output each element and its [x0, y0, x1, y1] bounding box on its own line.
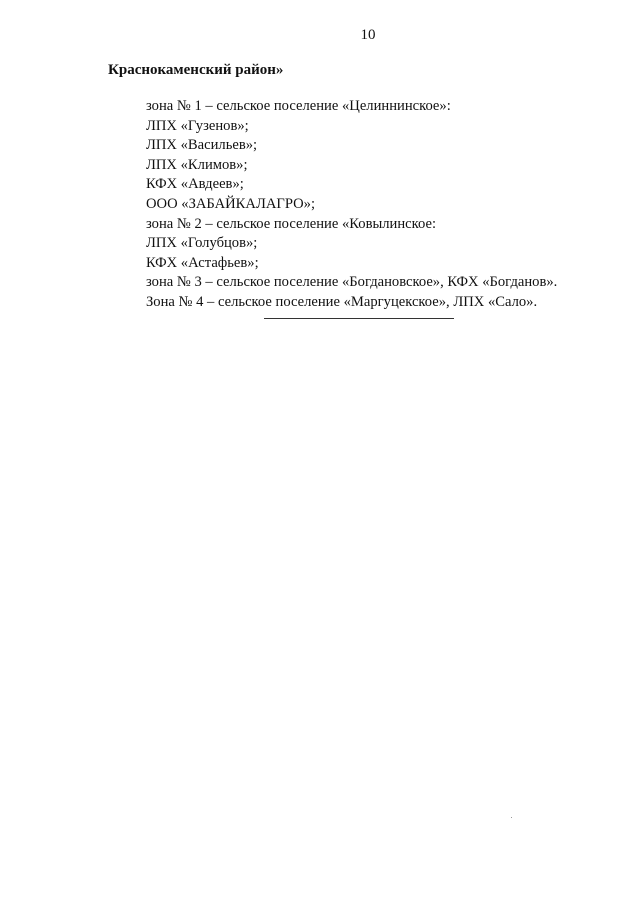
zone-entry-list [146, 97, 557, 313]
end-divider-line [264, 318, 454, 319]
zone-entry: ЛПХ «Гузенов»; [146, 117, 249, 134]
zone-entry: ЛПХ «Васильев»; [146, 137, 258, 154]
scan-speck [511, 817, 512, 818]
district-heading: Краснокаменский район» [108, 62, 284, 78]
zone-entry: зона № 2 – сельское поселение «Ковылинское: [146, 215, 437, 232]
zone-entry: ЛПХ «Голубцов»; [146, 235, 258, 252]
zone-entry: КФХ «Авдеев»; [146, 176, 244, 193]
zone-entry: КФХ «Астафьев»; [146, 254, 259, 271]
zone-entry: ЛПХ «Климов»; [146, 156, 248, 173]
zone-entry: Зона № 4 – сельское поселение «Маргуцекское», ЛПХ «Сало». [146, 293, 538, 310]
zone-entry: зона № 1 – сельское поселение «Целиннинское»: [146, 98, 451, 114]
zone-entry: зона № 3 – сельское поселение «Богдановское», КФХ «Богданов». [146, 274, 558, 291]
page-number: 10 [360, 27, 376, 43]
zone-entry: ООО «ЗАБАЙКАЛАГРО»; [146, 195, 316, 212]
